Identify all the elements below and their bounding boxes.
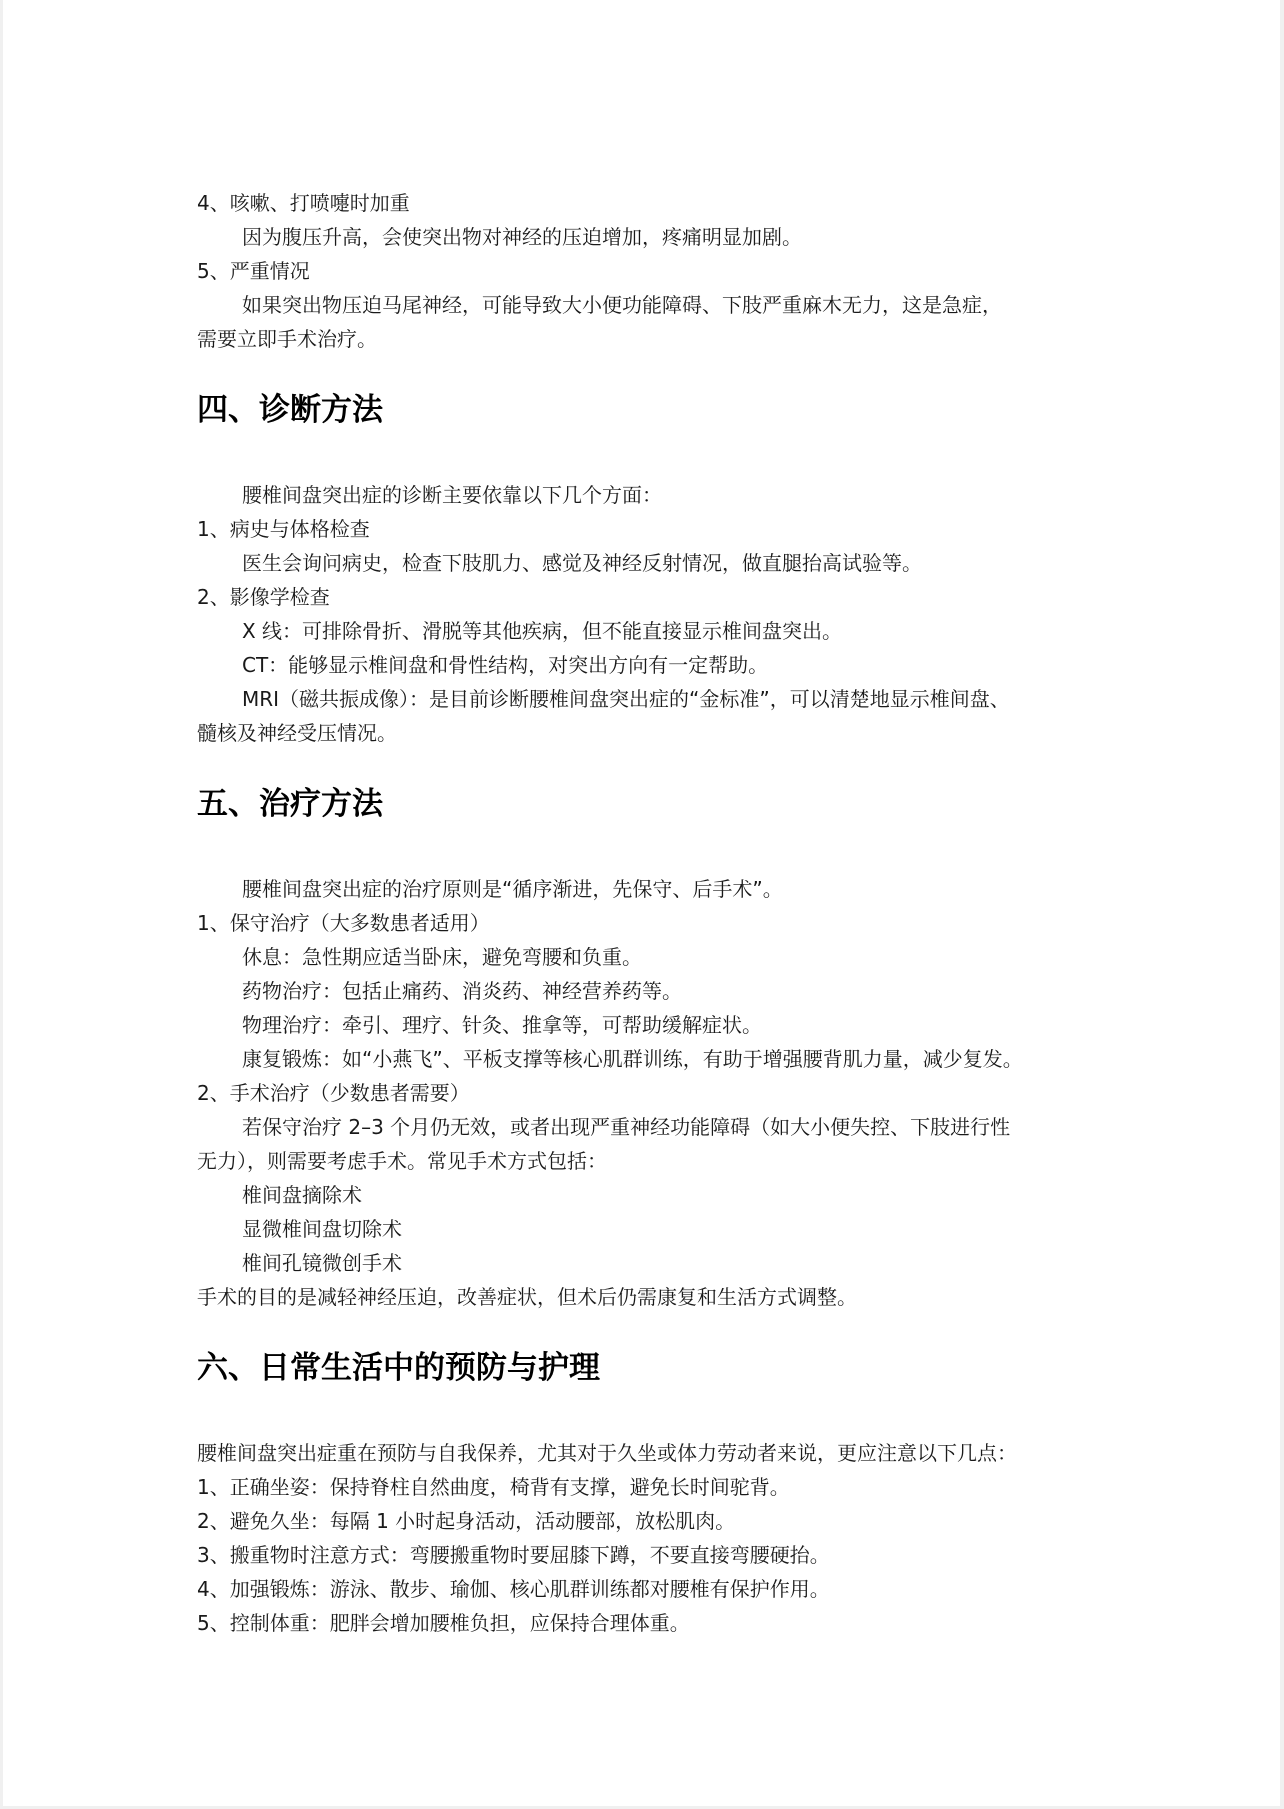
diagnosis-ct: CT：能够显示椎间盘和骨性结构，对突出方向有一定帮助。 xyxy=(242,653,769,677)
prevention-intro: 腰椎间盘突出症重在预防与自我保养，尤其对于久坐或体力劳动者来说，更应注意以下几点： xyxy=(197,1441,1017,1465)
document-content xyxy=(197,186,1097,1640)
treatment-item-title: 1、保守治疗（大多数患者适用） xyxy=(197,911,490,935)
prevention-tip: 1、正确坐姿：保持脊柱自然曲度，椅背有支撑，避免长时间驼背。 xyxy=(197,1475,790,1499)
treatment-item-title: 2、手术治疗（少数患者需要） xyxy=(197,1081,470,1105)
procedure-item: 椎间孔镜微创手术 xyxy=(242,1251,402,1275)
treatment-physio: 物理治疗：牵引、理疗、针灸、推拿等，可帮助缓解症状。 xyxy=(242,1013,762,1037)
diagnosis-item-title: 2、影像学检查 xyxy=(197,585,330,609)
diagnosis-intro: 腰椎间盘突出症的诊断主要依靠以下几个方面： xyxy=(242,483,662,507)
symptom-list xyxy=(197,186,1097,356)
symptom-item-body-continued: 需要立即手术治疗。 xyxy=(197,327,377,351)
symptom-item-body: 如果突出物压迫马尾神经，可能导致大小便功能障碍、下肢严重麻木无力，这是急症， xyxy=(242,293,1002,317)
treatment-rehab: 康复锻炼：如“小燕飞”、平板支撑等核心肌群训练，有助于增强腰背肌力量，减少复发。 xyxy=(242,1047,1023,1071)
prevention-tip: 2、避免久坐：每隔 1 小时起身活动，活动腰部，放松肌肉。 xyxy=(197,1509,736,1533)
treatment-surgery: 若保守治疗 2–3 个月仍无效，或者出现严重神经功能障碍（如大小便失控、下肢进行性 xyxy=(242,1115,1011,1139)
procedure-item: 椎间盘摘除术 xyxy=(242,1183,362,1207)
procedure-item: 显微椎间盘切除术 xyxy=(242,1217,402,1241)
section-heading-prevention: 六、日常生活中的预防与护理 xyxy=(197,1350,600,1386)
prevention-tip: 3、搬重物时注意方式：弯腰搬重物时要屈膝下蹲，不要直接弯腰硬抬。 xyxy=(197,1543,830,1567)
section-heading-diagnosis: 四、诊断方法 xyxy=(197,392,383,428)
treatment-intro: 腰椎间盘突出症的治疗原则是“循序渐进，先保守、后手术”。 xyxy=(242,877,783,901)
symptom-item-body: 因为腹压升高，会使突出物对神经的压迫增加，疼痛明显加剧。 xyxy=(242,225,802,249)
treatment-surgery-continued: 无力），则需要考虑手术。常见手术方式包括： xyxy=(197,1149,607,1173)
symptom-item-title: 5、严重情况 xyxy=(197,259,310,283)
diagnosis-mri: MRI（磁共振成像）：是目前诊断腰椎间盘突出症的“金标准”，可以清楚地显示椎间盘、 xyxy=(242,687,1010,711)
diagnosis-item-title: 1、病史与体格检查 xyxy=(197,517,370,541)
symptom-item-title: 4、咳嗽、打喷嚏时加重 xyxy=(197,191,410,215)
diagnosis-mri-continued: 髓核及神经受压情况。 xyxy=(197,721,397,745)
treatment-medication: 药物治疗：包括止痛药、消炎药、神经营养药等。 xyxy=(242,979,682,1003)
document-page xyxy=(3,0,1280,1806)
treatment-rest: 休息：急性期应适当卧床，避免弯腰和负重。 xyxy=(242,945,642,969)
prevention-tip: 4、加强锻炼：游泳、散步、瑜伽、核心肌群训练都对腰椎有保护作用。 xyxy=(197,1577,830,1601)
diagnosis-item-body: 医生会询问病史，检查下肢肌力、感觉及神经反射情况，做直腿抬高试验等。 xyxy=(242,551,922,575)
section-heading-treatment: 五、治疗方法 xyxy=(197,786,383,822)
prevention-tip: 5、控制体重：肥胖会增加腰椎负担，应保持合理体重。 xyxy=(197,1611,690,1635)
treatment-conclusion: 手术的目的是减轻神经压迫，改善症状，但术后仍需康复和生活方式调整。 xyxy=(197,1285,857,1309)
diagnosis-xray: X 线：可排除骨折、滑脱等其他疾病，但不能直接显示椎间盘突出。 xyxy=(242,619,843,643)
